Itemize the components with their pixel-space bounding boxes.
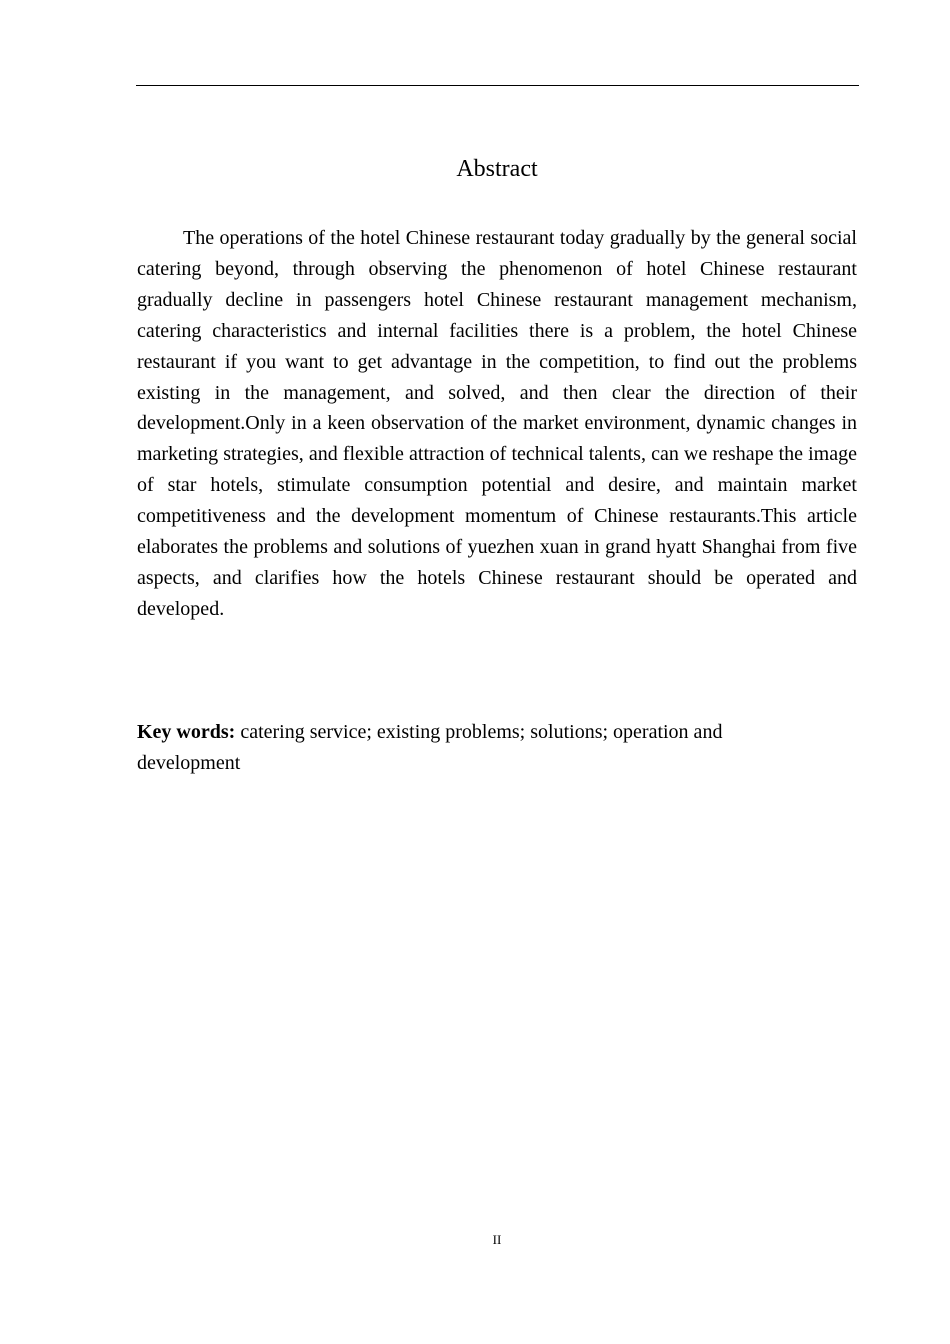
keywords-text: catering service; existing problems; solutions; operation and development (137, 721, 723, 774)
abstract-title: Abstract (456, 156, 538, 182)
abstract-body: The operations of the hotel Chinese restaurant today gradually by the general social catering beyond, through observing the phenomenon of hotel Chinese restaurant gradually decline in passengers hotel Chinese restaurant management mechanism, catering characteristics and internal facilities there is a problem, the hotel Chinese restaurant if you want to get advantage in the competition, to find out the problems existing in the management, and solved, and then clear the direction of their development.Only in a keen observation of the market environment, dynamic changes in marketing strategies, and flexible attraction of technical talents, can we reshape the image of star hotels, stimulate consumption potential and desire, and maintain market competitiveness and the development momentum of Chinese restaurants.This article elaborates the problems and solutions of yuezhen xuan in grand hyatt Shanghai from five aspects, and clarifies how the hotels Chinese restaurant should be operated and developed. (137, 227, 857, 620)
page-number: II (492, 1232, 502, 1247)
keywords-label: Key words: (137, 721, 236, 743)
keywords-line (137, 717, 817, 778)
header-rule (136, 85, 859, 86)
